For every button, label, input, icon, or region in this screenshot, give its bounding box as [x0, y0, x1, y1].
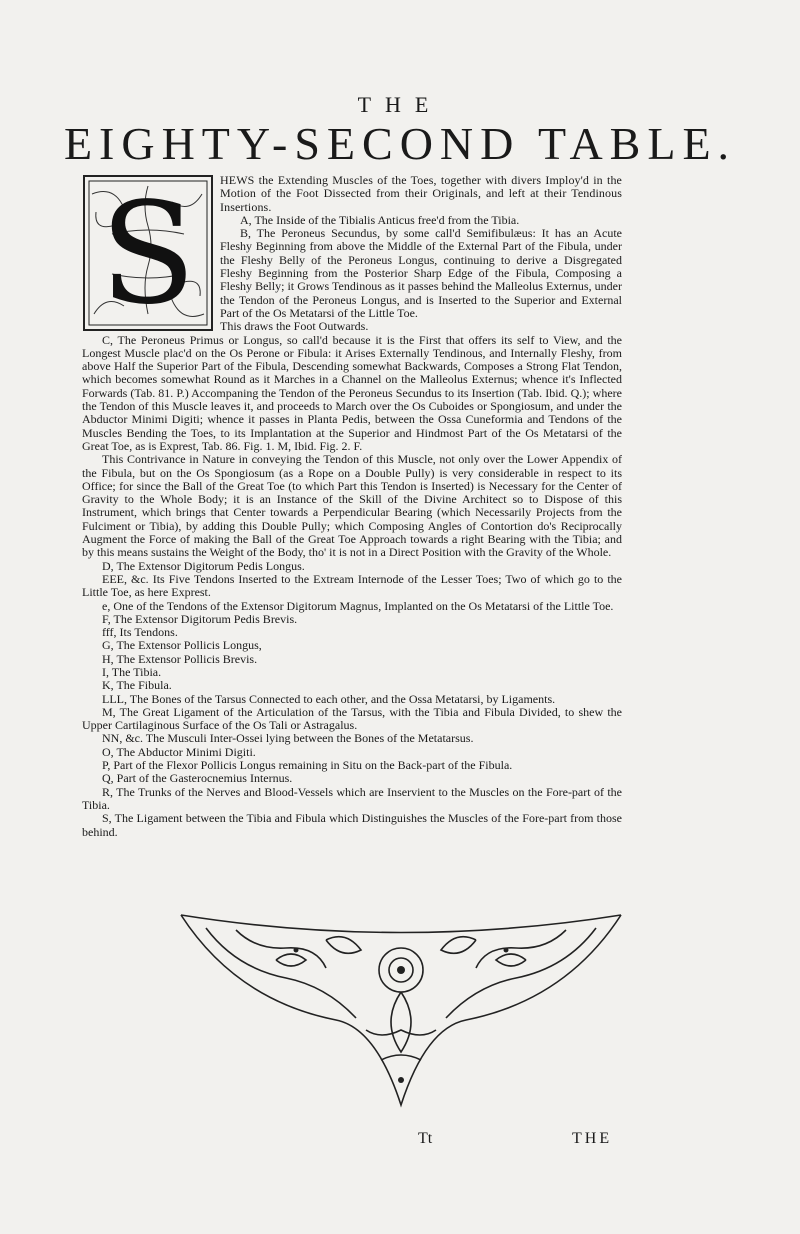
paragraph: C, The Peroneus Primus or Longus, so call'd because it is the First that offers its self to View, and the Longest Muscle plac'd on the Os Perone or Fibula: it Arises Externally Tendinous, and Internally Fleshy, from above Half the Superior Part of the Fibula, Descending somewhat Backwards, Composes a Strong Flat Tendon, which becomes somewhat Round as it Marches in a Channel on the Malleolus Externus; whence it's Inflected Forwards (Tab. 81. P.) Accompaning the Tendon of the Peroneus Secundus to its Insertion (Tab. Ibid. Q.); where the Tendon of this Muscle leaves it, and proceeds to March over the Os Cuboides or Spongiosum, and under the Abductor Minimi Digiti; whence it passes in Planta Pedis, between the Ossa Cuneformia and Tendons of the Muscles Bending the Toes, to its Implantation at the Superior and Hindmost Part of the Os Metatarsi of the Great Toe, as is Exprest, Tab. 86. Fig. 1. M, Ibid. Fig. 2. F.: [82, 332, 622, 453]
svg-text:S: S: [100, 174, 196, 332]
paragraph: EEE, &c. Its Five Tendons Inserted to the Extream Internode of the Lesser Toes; Two of which go to the Little Toe, as here Exprest.: [82, 571, 622, 600]
paragraph: F, The Extensor Digitorum Pedis Brevis.: [102, 611, 298, 626]
paragraph: HEWS the Extending Muscles of the Toes, together with divers Imploy'd in the Motion of the Foot Dissected from their Originals, and left at their Tendinous Insertions.: [220, 173, 622, 214]
text-body: [82, 174, 622, 839]
paragraph: LLL, The Bones of the Tarsus Connected to each other, and the Ossa Metatarsi, by Ligaments.: [102, 691, 556, 706]
paragraph: NN, &c. The Musculi Inter-Ossei lying between the Bones of the Metatarsus.: [102, 731, 474, 746]
paragraph: P, Part of the Flexor Pollicis Longus remaining in Situ on the Back-part of the Fibula.: [102, 758, 513, 773]
paragraph: G, The Extensor Pollicis Longus,: [102, 638, 262, 653]
paragraph: H, The Extensor Pollicis Brevis.: [102, 651, 258, 666]
paragraph: S, The Ligament between the Tibia and Fibula which Distinguishes the Muscles of the Fore-part from those behind.: [82, 811, 622, 839]
catchword: THE: [572, 1130, 613, 1147]
paragraph: B, The Peroneus Secundus, by some call'd Semifibulæus: It has an Acute Fleshy Beginning from above the Middle of the External Part of the Fibula, under the Fleshy Belly of the Peroneus Longus, continuing to derive a Disgregated Fleshy Beginning from the Posterior Sharp Edge of the Fibula, Composing a Fleshy Belly; it Grows Tendinous as it passes behind the Malleolus Externus, under the Tendon of the Peroneus Longus, and is Inserted to the Superior and External Part of the Os Metatarsi of the Little Toe.: [220, 226, 622, 320]
paragraph: D, The Extensor Digitorum Pedis Longus.: [102, 558, 305, 573]
title-kicker: THE: [357, 92, 443, 117]
paragraph: K, The Fibula.: [102, 678, 172, 693]
tailpiece-ornament-icon: [176, 910, 626, 1110]
paragraph: R, The Trunks of the Nerves and Blood-Vessels which are Inservient to the Muscles on the Fore-part of the Tibia.: [82, 784, 622, 812]
paragraph: Q, Part of the Gasterocnemius Internus.: [102, 771, 293, 786]
paragraph: This Contrivance in Nature in conveying the Tendon of this Muscle, not only over the Lower Appendix of the Fibula, but on the Os Spongiosum (as a Rope on a Double Pully) is very considerable in respect to its Office; for since the Ball of the Great Toe (to which Part this Tendon is Inserted) is Necessary for the Center of Gravity to the Whole Body; it is an Instance of the Skill of the Divine Architect so to Dispose of this Instrument, which brings that Center towards a Perpendicular Bearing (which Necessarily Projects from the Fulciment or Tibia), by adding this Double Pully; which Composing Angles of Contortion do's Reciprocally Augment the Force of making the Ball of the Great Toe Approach towards a right Bearing with the Tibia; and by this means sustains the Weight of the Body, tho' it is not in a Direct Position with the Gravity of the Whole.: [82, 452, 622, 560]
paragraph: I, The Tibia.: [102, 664, 162, 679]
paragraph: O, The Abductor Minimi Digiti.: [102, 744, 256, 759]
page-title: EIGHTY-SECOND TABLE.: [63, 118, 737, 169]
paragraph: A, The Inside of the Tibialis Anticus free'd from the Tibia.: [240, 212, 520, 227]
paragraph: fff, Its Tendons.: [102, 625, 178, 640]
signature-mark: Tt: [418, 1130, 433, 1147]
paragraph: This draws the Foot Outwards.: [220, 319, 369, 334]
paragraph: e, One of the Tendons of the Extensor Digitorum Magnus, Implanted on the Os Metatarsi of the Little Toe.: [102, 598, 614, 613]
drop-cap-s-icon: [82, 174, 214, 332]
paragraph: M, The Great Ligament of the Articulation of the Tarsus, with the Tibia and Fibula Divided, to shew the Upper Cartilaginous Surface of the Os Tali or Astragalus.: [82, 704, 622, 733]
